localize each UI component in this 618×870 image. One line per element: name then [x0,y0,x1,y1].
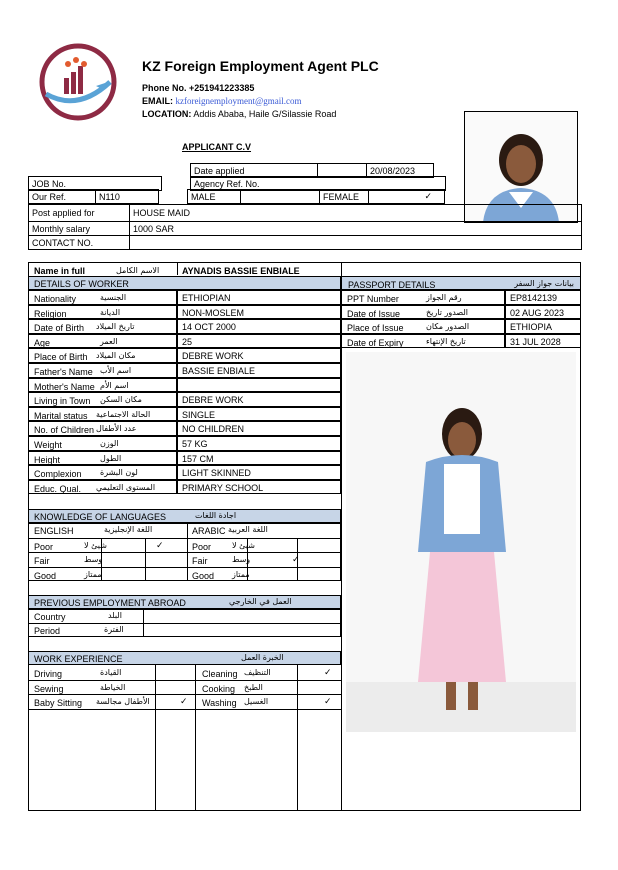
worker-field-label-ar: الطول [100,453,122,463]
worker-field-label-ar: اسم الأب [100,366,132,375]
experience-skill-label-ar: التنظيف [244,668,271,677]
post-table [28,204,582,250]
passport-field-label-ar: الصدور تاريخ [426,307,468,317]
experience-row-divider [28,680,341,681]
female-label: FEMALE [320,190,369,204]
experience-skill-label-ar: الغسيل [244,697,269,707]
english-level-label: Good [34,570,57,581]
worker-field-value: 25 [182,336,193,347]
experience-skill-label-ar: القيادة [100,668,122,677]
worker-field-label-ar: لون البشرة [100,468,138,478]
experience-row-divider [28,694,341,695]
female-check[interactable]: ✓ [369,190,445,204]
english-level-check[interactable]: ✓ [156,539,164,550]
experience-skill-label-ar: الأطفال مجالسة [96,697,150,707]
post-value: HOUSE MAID [130,205,582,222]
languages-col-divider [145,538,146,582]
experience-skill-check[interactable]: ✓ [180,696,188,707]
arabic-level-label: Good [192,570,215,581]
experience-header: WORK EXPERIENCE الخبرة العمل [28,651,341,665]
salary-label: Monthly salary [29,222,130,236]
contact-label: CONTACT NO. [29,236,130,250]
worker-field-value: NO CHILDREN [182,424,245,435]
passport-field-label: Date of Issue [347,308,401,319]
phone-line: Phone No. +251941223385 [142,83,255,93]
post-label: Post applied for [29,205,130,222]
worker-header: DETAILS OF WORKER [28,276,341,290]
worker-field-label: Educ. Qual. [34,483,82,494]
country-label: Country [34,612,66,622]
worker-field-label: Height [34,454,61,465]
previous-header: PREVIOUS EMPLOYMENT ABROAD العمل في الخارجي [28,595,341,609]
worker-field-value: 57 KG [182,439,208,449]
english-level-label-ar: شيئ لا [84,540,107,550]
name-value: AYNADIS BASSIE ENBIALE [182,266,300,276]
english-level-label: Fair [34,556,50,567]
arabic-label: ARABIC [192,526,226,536]
english-label: ENGLISH [34,526,74,536]
worker-field-label: Place of Birth [34,352,88,363]
passport-field-label-ar: رقم الجواز [426,293,462,302]
worker-row-value-cell [177,378,341,393]
passport-field-value: 02 AUG 2023 [510,307,565,318]
worker-field-value: 14 OCT 2000 [182,322,236,333]
worker-field-value: 157 CM [182,453,214,464]
passport-header: PASSPORT DETAILS بيانات جواز السفر [341,276,581,290]
worker-field-value: LIGHT SKINNED [182,468,251,479]
arabic-level-check[interactable]: ✓ [292,554,300,565]
worker-field-label-ar: العمر [100,336,118,346]
worker-field-label: Marital status [34,410,88,421]
arabic-level-label-ar: ممتاز [232,569,250,579]
worker-field-label-ar: المستوى التعليمي [96,482,156,492]
email-line: EMAIL: kzforeignemployment@gmail.com [142,96,302,106]
experience-skill-label: Driving [34,669,63,679]
our-ref-label: Our Ref. [29,190,96,204]
worker-field-label-ar: تاريخ الميلاد [96,322,135,332]
male-label: MALE [188,190,241,204]
passport-field-label: PPT Number [347,294,399,304]
languages-row-divider [28,567,341,568]
worker-field-label: Religion [34,308,67,319]
male-check[interactable] [241,190,320,204]
date-applied-label: Date applied [191,164,318,178]
company-name: KZ Foreign Employment Agent PLC [142,58,379,74]
worker-field-value: SINGLE [182,409,216,420]
worker-field-label: Complexion [34,469,82,480]
location-line: LOCATION: Addis Ababa, Haile G/Silassie Road [142,109,337,119]
worker-field-label: Date of Birth [34,323,85,334]
document-title: APPLICANT C.V [182,142,252,152]
worker-field-label-ar: الحالة الاجتماعية [96,409,151,419]
passport-field-value: 31 JUL 2028 [510,336,561,347]
arabic-label-ar: اللغة العربية [228,525,268,534]
worker-field-value: NON-MOSLEM [182,307,245,318]
worker-field-value: DEBRE WORK [182,351,244,362]
salary-value: 1000 SAR [130,222,582,236]
english-level-label-ar: وسط [84,555,103,565]
gender-row [28,189,445,204]
worker-field-label: Living in Town [34,396,91,407]
passport-field-value: EP8142139 [510,293,558,303]
country-label-ar: البلد [108,611,122,620]
worker-field-value: PRIMARY SCHOOL [182,482,264,493]
name-row [28,262,581,276]
worker-field-label: Age [34,337,51,348]
worker-field-label-ar: عدد الأطفال [96,424,137,434]
arabic-level-label: Fair [192,556,208,567]
worker-field-label-ar: الجنسية [100,293,127,302]
worker-field-label: Father's Name [34,367,93,377]
experience-skill-check[interactable]: ✓ [324,667,332,677]
experience-skill-label: Sewing [34,683,64,694]
english-level-label: Poor [34,541,54,552]
experience-skill-label-ar: الخياطة [100,682,126,692]
period-label: Period [34,626,61,636]
contact-value [130,236,582,250]
worker-field-label-ar: مكان السكن [100,395,142,405]
languages-header: KNOWLEDGE OF LANGUAGES اجادة اللغات [28,509,341,523]
experience-skill-check[interactable]: ✓ [324,696,332,707]
languages-col-divider [187,523,188,581]
experience-skill-label: Cleaning [202,669,238,679]
date-applied-value: 20/08/2023 [367,164,434,178]
experience-row-divider [28,709,341,710]
experience-skill-label: Baby Sitting [34,698,83,709]
worker-field-label-ar: الوزن [100,439,119,448]
worker-field-label: Mother's Name [34,381,95,392]
experience-skill-label: Washing [202,698,237,709]
applicant-photo-full [346,352,576,732]
worker-field-label-ar: اسم الأم [100,380,129,390]
experience-skill-label: Cooking [202,683,236,694]
passport-field-label-ar: تاريخ الإنتهاء [426,336,466,346]
worker-field-label: Weight [34,440,62,450]
worker-row-value-cell [177,334,341,349]
english-label-ar: اللغة الإنجليزية [104,525,153,534]
passport-field-value: ETHIOPIA [510,322,553,333]
experience-skill-label-ar: الطبخ [244,682,263,692]
languages-row-divider [28,538,341,539]
languages-row-divider [28,552,341,553]
period-label-ar: الفترة [104,625,124,634]
arabic-level-label: Poor [192,541,212,552]
job-no-label: JOB No. [29,177,162,191]
email-link[interactable]: kzforeignemployment@gmail.com [175,96,302,106]
name-label: Name in full [34,266,86,276]
worker-field-label: Nationality [34,294,77,304]
worker-field-value: BASSIE ENBIALE [182,366,256,376]
company-logo [38,42,118,122]
passport-field-label: Date of Expiry [347,337,404,348]
arabic-level-label-ar: شيئ لا [232,540,255,550]
agency-ref-label: Agency Ref. No. [191,177,446,191]
our-ref-value: N110 [96,190,159,204]
english-level-label-ar: ممتاز [84,569,102,579]
passport-field-label: Place of Issue [347,323,404,334]
worker-field-value: ETHIOPIAN [182,293,231,303]
name-label-ar: الاسم الكامل [116,266,160,275]
passport-field-label-ar: الصدور مكان [426,322,470,332]
arabic-level-label-ar: وسط [232,555,251,565]
worker-field-value: DEBRE WORK [182,395,244,406]
worker-field-label-ar: مكان الميلاد [96,351,136,361]
worker-field-label: No. of Children [34,425,95,436]
worker-field-label-ar: الديانة [100,307,121,317]
